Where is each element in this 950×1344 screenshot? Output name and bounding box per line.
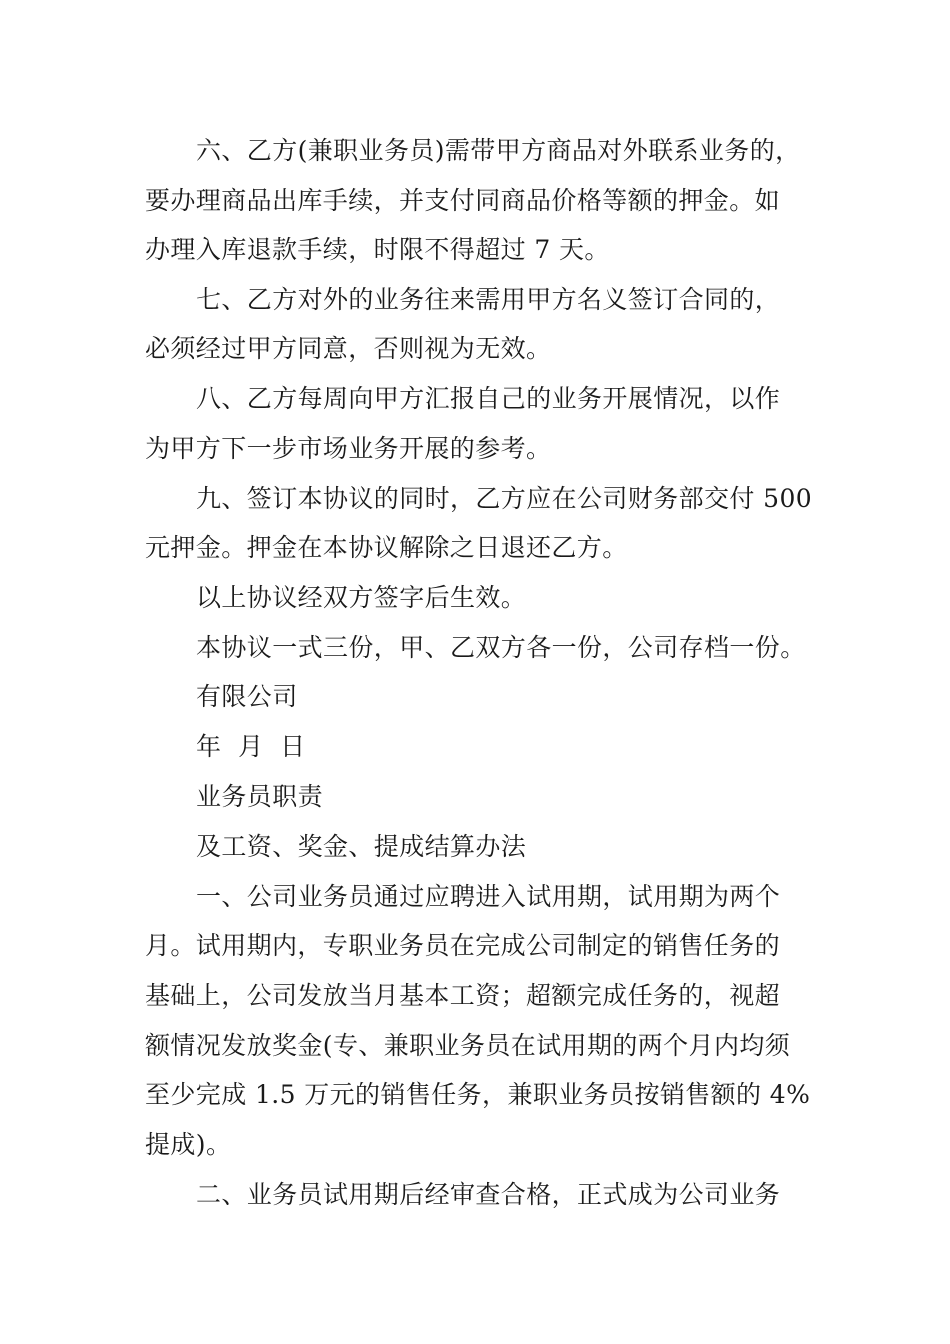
paragraph-6-line-2: 要办理商品出库手续，并支付同商品价格等额的押金。如: [145, 186, 781, 215]
paragraph-6-line-1: 六、乙方(兼职业务员)需带甲方商品对外联系业务的，: [196, 136, 801, 165]
rule-1-line-5: 至少完成 1.5 万元的销售任务，兼职业务员按销售额的 4%: [145, 1080, 811, 1109]
rule-1-line-4: 额情况发放奖金(专、兼职业务员在试用期的两个月内均须: [145, 1031, 791, 1060]
section-title: 业务员职责: [196, 782, 324, 811]
section-subtitle: 及工资、奖金、提成结算办法: [196, 832, 527, 861]
rule-1-line-3: 基础上，公司发放当月基本工资；超额完成任务的，视超: [145, 981, 781, 1010]
copies-clause: 本协议一式三份，甲、乙双方各一份，公司存档一份。: [196, 633, 806, 662]
rule-1-line-1: 一、公司业务员通过应聘进入试用期，试用期为两个: [196, 882, 781, 911]
rule-2-line-1: 二、业务员试用期后经审查合格，正式成为公司业务: [196, 1180, 781, 1209]
rule-1-line-2: 月。试用期内，专职业务员在完成公司制定的销售任务的: [145, 931, 781, 960]
paragraph-6-line-3: 办理入库退款手续，时限不得超过 7 天。: [145, 235, 610, 264]
effective-clause: 以上协议经双方签字后生效。: [196, 583, 527, 612]
paragraph-9-line-2: 元押金。押金在本协议解除之日退还乙方。: [145, 533, 628, 562]
paragraph-7-line-1: 七、乙方对外的业务往来需用甲方名义签订合同的，: [196, 285, 781, 314]
date-line: 年 月 日: [196, 732, 306, 761]
paragraph-9-line-1: 九、签订本协议的同时，乙方应在公司财务部交付 500: [196, 484, 813, 513]
rule-1-line-6: 提成)。: [145, 1130, 232, 1159]
paragraph-8-line-1: 八、乙方每周向甲方汇报自己的业务开展情况，以作: [196, 384, 781, 413]
company-signature: 有限公司: [196, 682, 298, 711]
paragraph-7-line-2: 必须经过甲方同意，否则视为无效。: [145, 334, 552, 363]
paragraph-8-line-2: 为甲方下一步市场业务开展的参考。: [145, 434, 552, 463]
